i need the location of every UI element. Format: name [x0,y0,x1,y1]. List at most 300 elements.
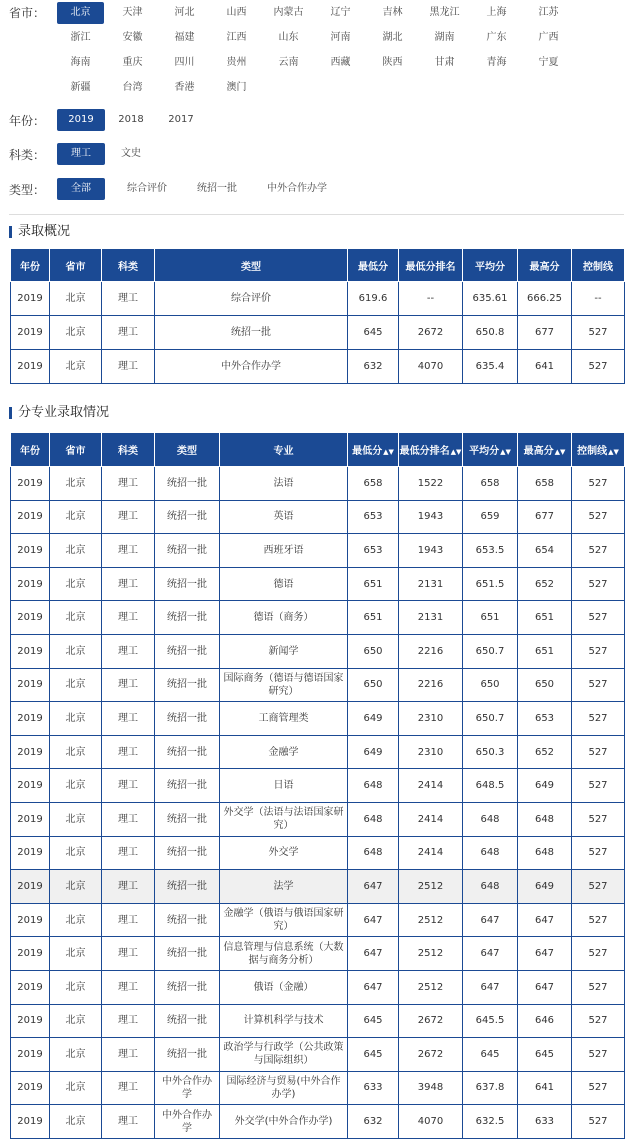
overview-row [11,350,625,384]
majors-cell: 2019 [11,1004,50,1038]
majors-cell: 649 [348,735,399,769]
province-option[interactable]: 福建 [174,32,195,43]
province-option[interactable]: 香港 [174,82,195,93]
majors-cell: 648 [518,836,572,870]
type-label: 类型： [9,183,46,197]
majors-cell: 647 [348,970,399,1004]
majors-cell: 653.5 [463,534,518,568]
overview-column-header: 科类 [102,249,155,282]
majors-cell: 统招一批 [155,702,220,736]
majors-cell: 理工 [102,1004,155,1038]
majors-cell: 理工 [102,634,155,668]
majors-cell: 统招一批 [155,534,220,568]
province-option[interactable]: 河南 [330,32,351,43]
overview-cell: -- [399,282,463,316]
majors-cell: 650 [348,634,399,668]
province-option[interactable]: 重庆 [122,57,143,68]
sort-icon[interactable]: ▲▼ [500,448,511,456]
majors-cell: 北京 [50,534,102,568]
subject-option[interactable]: 文史 [121,148,141,159]
majors-cell: 2512 [399,970,463,1004]
majors-cell: 理工 [102,1038,155,1072]
majors-cell: 北京 [50,668,102,702]
majors-cell: 658 [518,467,572,501]
majors-cell: 645 [348,1038,399,1072]
column-label: 控制线 [577,446,608,457]
majors-row [11,937,625,971]
majors-cell: 647 [518,970,572,1004]
majors-cell: 理工 [102,970,155,1004]
province-option[interactable]: 甘肃 [434,57,455,68]
majors-row [11,702,625,736]
majors-cell: 647 [463,937,518,971]
majors-cell: 527 [572,567,625,601]
majors-cell: 2216 [399,634,463,668]
majors-cell: 648 [463,802,518,836]
majors-cell: 统招一批 [155,467,220,501]
majors-cell: 527 [572,836,625,870]
province-option[interactable]: 北京 [57,2,104,24]
column-label: 平均分 [469,446,500,457]
majors-cell: 理工 [102,668,155,702]
overview-row [11,316,625,350]
majors-cell: 3948 [399,1071,463,1105]
majors-cell: 外交学 [220,836,348,870]
majors-column-header [220,433,348,467]
overview-cell: 635.61 [463,282,518,316]
majors-cell: 德语（商务） [220,601,348,635]
type-option[interactable]: 统招一批 [197,183,237,194]
majors-cell: 2019 [11,1038,50,1072]
majors-cell: 统招一批 [155,634,220,668]
majors-row [11,802,625,836]
province-option[interactable]: 江西 [226,32,247,43]
majors-cell: 527 [572,634,625,668]
majors-title: 分专业录取情况 [18,405,110,420]
province-option[interactable]: 天津 [122,7,143,18]
majors-cell: 统招一批 [155,567,220,601]
province-option[interactable]: 吉林 [382,7,403,18]
province-option[interactable]: 四川 [174,57,195,68]
majors-cell: 650.7 [463,634,518,668]
overview-cell: 理工 [102,282,155,316]
province-option[interactable]: 贵州 [226,57,247,68]
majors-row [11,500,625,534]
majors-cell: 外交学(中外合作办学) [220,1105,348,1139]
overview-column-header: 最高分 [518,249,572,282]
majors-cell: 北京 [50,836,102,870]
sort-icon[interactable]: ▲▼ [383,448,394,456]
year-option[interactable]: 2018 [118,114,144,125]
majors-cell: 2414 [399,836,463,870]
subject-options [57,143,627,165]
majors-column-header[interactable] [572,433,625,467]
majors-column-header [50,433,102,467]
majors-cell: 北京 [50,870,102,904]
majors-column-header[interactable] [348,433,399,467]
majors-cell: 527 [572,467,625,501]
majors-cell: 645 [463,1038,518,1072]
majors-cell: 641 [518,1071,572,1105]
majors-cell: 527 [572,802,625,836]
majors-cell: 650 [463,668,518,702]
province-option[interactable]: 澳门 [226,82,247,93]
majors-cell: 北京 [50,769,102,803]
majors-cell: 统招一批 [155,970,220,1004]
majors-row [11,903,625,937]
majors-cell: 632 [348,1105,399,1139]
majors-cell: 北京 [50,937,102,971]
majors-row [11,1004,625,1038]
type-filter [9,178,630,202]
majors-cell: 651 [348,601,399,635]
majors-cell: 2414 [399,769,463,803]
majors-row [11,836,625,870]
majors-cell: 中外合作办学 [155,1071,220,1105]
majors-cell: 理工 [102,467,155,501]
province-option[interactable]: 湖南 [434,32,455,43]
province-option[interactable]: 新疆 [70,82,91,93]
majors-cell: 645 [518,1038,572,1072]
column-label: 科类 [118,446,138,457]
majors-cell: 4070 [399,1105,463,1139]
overview-cell: 632 [348,350,399,384]
overview-cell: 综合评价 [155,282,348,316]
majors-cell: 统招一批 [155,500,220,534]
overview-column-header: 最低分排名 [399,249,463,282]
majors-cell: 2019 [11,702,50,736]
majors-cell: 理工 [102,735,155,769]
majors-cell: 2019 [11,467,50,501]
majors-cell: 北京 [50,634,102,668]
majors-cell: 648 [518,802,572,836]
province-option[interactable]: 山西 [226,7,247,18]
majors-cell: 527 [572,500,625,534]
majors-cell: 648 [463,836,518,870]
majors-cell: 2512 [399,903,463,937]
majors-row [11,1071,625,1105]
majors-cell: 2414 [399,802,463,836]
column-label: 最高分 [523,446,554,457]
majors-cell: 2019 [11,500,50,534]
majors-cell: 统招一批 [155,870,220,904]
province-option[interactable]: 台湾 [122,82,143,93]
province-option[interactable]: 青海 [486,57,507,68]
majors-cell: 计算机科学与技术 [220,1004,348,1038]
majors-cell: 651 [518,601,572,635]
overview-cell: 中外合作办学 [155,350,348,384]
majors-table [10,432,625,1139]
province-option[interactable]: 上海 [486,7,507,18]
majors-cell: 北京 [50,601,102,635]
majors-row [11,601,625,635]
majors-cell: 2672 [399,1038,463,1072]
majors-row [11,1038,625,1072]
majors-cell: 527 [572,601,625,635]
majors-row [11,735,625,769]
province-option[interactable]: 内蒙古 [273,7,304,18]
majors-cell: 法学 [220,870,348,904]
majors-column-header [102,433,155,467]
majors-cell: 2310 [399,735,463,769]
title-bar [9,226,12,238]
province-option[interactable]: 宁夏 [538,57,559,68]
majors-cell: 2019 [11,735,50,769]
province-option[interactable]: 广西 [538,32,559,43]
majors-cell: 理工 [102,836,155,870]
majors-cell: 647 [348,903,399,937]
majors-cell: 2310 [399,702,463,736]
majors-cell: 2019 [11,836,50,870]
majors-column-header [155,433,220,467]
majors-row [11,870,625,904]
province-option[interactable]: 山东 [278,32,299,43]
majors-row [11,769,625,803]
majors-cell: 654 [518,534,572,568]
majors-cell: 651 [463,601,518,635]
majors-cell: 646 [518,1004,572,1038]
type-option[interactable]: 全部 [57,178,105,200]
majors-cell: 理工 [102,802,155,836]
overview-column-header: 类型 [155,249,348,282]
overview-cell: 641 [518,350,572,384]
majors-cell: 2512 [399,870,463,904]
majors-row [11,970,625,1004]
overview-cell: 北京 [50,282,102,316]
province-option[interactable]: 陕西 [382,57,403,68]
majors-cell: 2019 [11,802,50,836]
majors-cell: 统招一批 [155,769,220,803]
column-label: 类型 [177,446,197,457]
majors-column-header[interactable] [518,433,572,467]
majors-cell: 527 [572,668,625,702]
column-label: 最低分排名 [399,446,450,457]
majors-cell: 649 [348,702,399,736]
overview-cell: 北京 [50,350,102,384]
majors-cell: 637.8 [463,1071,518,1105]
majors-cell: 统招一批 [155,1038,220,1072]
majors-cell: 648.5 [463,769,518,803]
majors-cell: 645.5 [463,1004,518,1038]
subject-label: 科类： [9,148,46,162]
majors-cell: 651 [518,634,572,668]
majors-cell: 527 [572,903,625,937]
majors-cell: 649 [518,769,572,803]
majors-cell: 统招一批 [155,937,220,971]
overview-column-header: 省市 [50,249,102,282]
majors-cell: 648 [348,802,399,836]
column-label: 年份 [20,446,40,457]
overview-cell: 619.6 [348,282,399,316]
majors-cell: 647 [463,970,518,1004]
majors-cell: 647 [518,903,572,937]
majors-row [11,467,625,501]
overview-cell: 2019 [11,282,50,316]
province-option[interactable]: 江苏 [538,7,559,18]
province-option[interactable]: 西藏 [330,57,351,68]
majors-cell: 527 [572,534,625,568]
province-option[interactable]: 辽宁 [330,7,351,18]
overview-section-title [9,222,630,242]
majors-cell: 527 [572,735,625,769]
majors-cell: 2019 [11,937,50,971]
year-option[interactable]: 2017 [168,114,194,125]
majors-column-header[interactable] [399,433,463,467]
majors-cell: 2019 [11,668,50,702]
overview-cell: 理工 [102,316,155,350]
province-option[interactable]: 广东 [486,32,507,43]
majors-cell: 2019 [11,1105,50,1139]
majors-cell: 1943 [399,534,463,568]
majors-cell: 648 [348,836,399,870]
majors-cell: 北京 [50,500,102,534]
majors-cell: 北京 [50,802,102,836]
majors-cell: 2019 [11,870,50,904]
majors-row [11,668,625,702]
majors-cell: 统招一批 [155,601,220,635]
overview-cell: 北京 [50,316,102,350]
majors-cell: 统招一批 [155,668,220,702]
majors-cell: 527 [572,1071,625,1105]
majors-cell: 645 [348,1004,399,1038]
type-option[interactable]: 中外合作办学 [267,183,327,194]
majors-cell: 653 [348,534,399,568]
year-option[interactable]: 2019 [57,109,105,131]
majors-cell: 法语 [220,467,348,501]
majors-cell: 新闻学 [220,634,348,668]
year-options [57,109,627,131]
majors-cell: 2019 [11,903,50,937]
column-label: 最低分 [352,446,383,457]
majors-cell: 理工 [102,601,155,635]
majors-cell: 理工 [102,567,155,601]
overview-column-header: 年份 [11,249,50,282]
majors-cell: 北京 [50,702,102,736]
overview-cell: -- [572,282,625,316]
majors-cell: 632.5 [463,1105,518,1139]
majors-cell: 金融学（俄语与俄语国家研究） [220,903,348,937]
majors-cell: 2131 [399,567,463,601]
majors-cell: 2019 [11,534,50,568]
majors-cell: 647 [518,937,572,971]
overview-cell: 2672 [399,316,463,350]
majors-cell: 527 [572,937,625,971]
majors-cell: 653 [518,702,572,736]
majors-cell: 650 [348,668,399,702]
majors-column-header[interactable] [463,433,518,467]
majors-cell: 649 [518,870,572,904]
majors-cell: 英语 [220,500,348,534]
overview-cell: 理工 [102,350,155,384]
majors-cell: 1522 [399,467,463,501]
majors-cell: 651.5 [463,567,518,601]
majors-cell: 北京 [50,735,102,769]
province-option[interactable]: 浙江 [70,32,91,43]
sort-icon[interactable]: ▲▼ [450,448,462,456]
overview-cell: 635.4 [463,350,518,384]
majors-cell: 2019 [11,769,50,803]
province-option[interactable]: 河北 [174,7,195,18]
majors-cell: 北京 [50,467,102,501]
province-option[interactable]: 海南 [70,57,91,68]
column-label: 专业 [273,446,294,457]
majors-cell: 日语 [220,769,348,803]
overview-row [11,282,625,316]
province-option[interactable]: 安徽 [122,32,143,43]
type-option[interactable]: 综合评价 [127,183,167,194]
majors-cell: 北京 [50,1038,102,1072]
overview-cell: 统招一批 [155,316,348,350]
province-option[interactable]: 黑龙江 [429,7,460,18]
overview-column-header: 控制线 [572,249,625,282]
majors-cell: 651 [348,567,399,601]
majors-cell: 527 [572,870,625,904]
majors-cell: 527 [572,702,625,736]
majors-cell: 2019 [11,567,50,601]
sort-icon[interactable]: ▲▼ [554,448,566,456]
majors-cell: 统招一批 [155,735,220,769]
majors-cell: 527 [572,769,625,803]
majors-cell: 国际商务（德语与德语国家研究） [220,668,348,702]
majors-cell: 信息管理与信息系统（大数据与商务分析） [220,937,348,971]
province-filter [9,1,630,101]
majors-cell: 527 [572,1105,625,1139]
overview-cell: 650.8 [463,316,518,350]
majors-cell: 俄语（金融） [220,970,348,1004]
majors-cell: 统招一批 [155,802,220,836]
majors-row [11,567,625,601]
year-filter [9,109,630,133]
majors-cell: 647 [348,937,399,971]
subject-option[interactable]: 理工 [57,143,105,165]
majors-cell: 650 [518,668,572,702]
majors-row [11,1105,625,1139]
majors-cell: 西班牙语 [220,534,348,568]
majors-cell: 国际经济与贸易(中外合作办学) [220,1071,348,1105]
majors-cell: 2672 [399,1004,463,1038]
province-option[interactable]: 云南 [278,57,299,68]
overview-cell: 2019 [11,316,50,350]
majors-cell: 理工 [102,1071,155,1105]
overview-cell: 677 [518,316,572,350]
majors-cell: 德语 [220,567,348,601]
majors-cell: 527 [572,1004,625,1038]
majors-cell: 金融学 [220,735,348,769]
overview-table [10,248,625,384]
majors-cell: 北京 [50,567,102,601]
majors-cell: 外交学（法语与法语国家研究） [220,802,348,836]
majors-cell: 1943 [399,500,463,534]
majors-cell: 北京 [50,1105,102,1139]
majors-cell: 统招一批 [155,836,220,870]
majors-cell: 648 [463,870,518,904]
title-bar [9,407,12,419]
majors-cell: 647 [463,903,518,937]
majors-cell: 北京 [50,1004,102,1038]
province-option[interactable]: 湖北 [382,32,403,43]
majors-cell: 527 [572,970,625,1004]
majors-cell: 理工 [102,870,155,904]
majors-cell: 理工 [102,500,155,534]
overview-cell: 4070 [399,350,463,384]
majors-cell: 理工 [102,903,155,937]
sort-icon[interactable]: ▲▼ [608,448,619,456]
majors-cell: 2019 [11,601,50,635]
majors-cell: 理工 [102,534,155,568]
filter-divider [9,214,624,215]
majors-cell: 理工 [102,769,155,803]
majors-cell: 统招一批 [155,903,220,937]
